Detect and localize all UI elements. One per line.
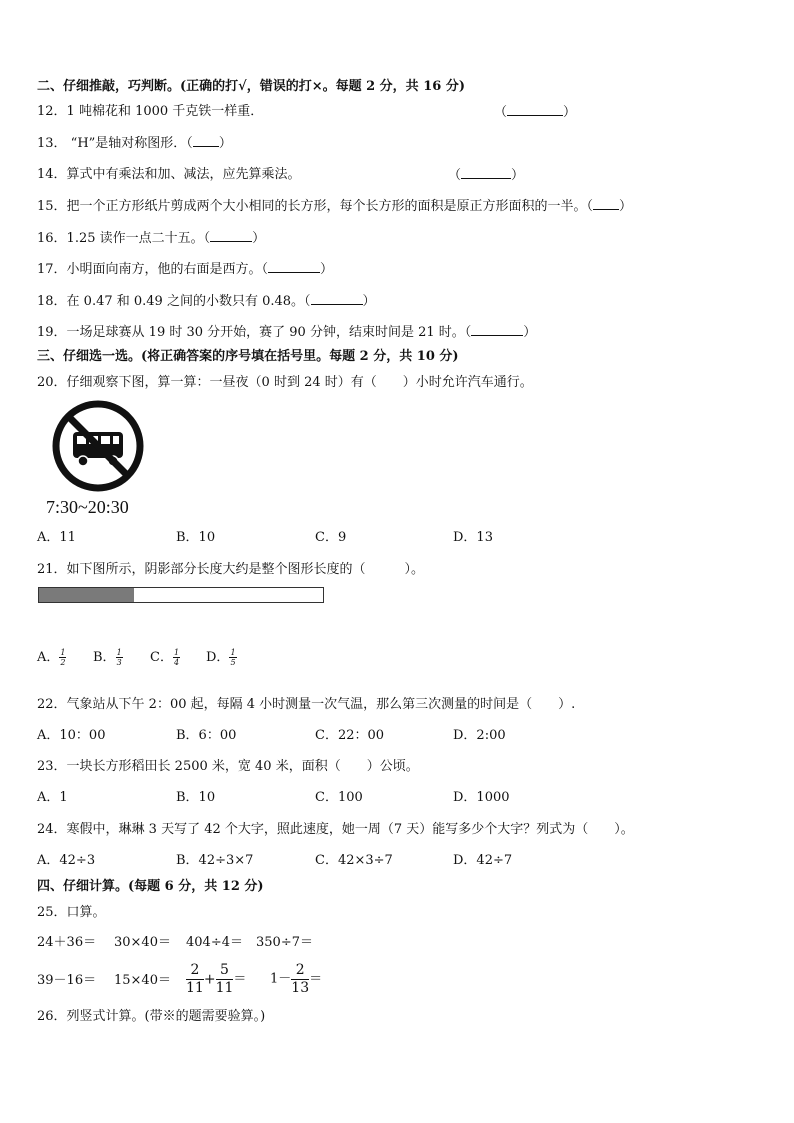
option-b[interactable]: B． $\frac{1}{3}$ [93,648,122,667]
option-a[interactable]: A．1 [37,790,68,805]
section-3-title: 三、仔细选一选。(将正确答案的序号填在括号里。每题 2 分，共 10 分) [37,349,459,364]
oral-calc-item: 24＋36＝ [37,935,97,950]
section-4-title: 四、仔细计算。(每题 6 分，共 12 分) [37,879,264,894]
option-b[interactable]: B．10 [176,530,216,545]
option-b[interactable]: B．10 [176,790,216,805]
question-13-text: 13． “H”是轴对称图形．（ [37,136,193,151]
question-14 [37,166,301,184]
question-24-text: 24．寒假中，琳琳 3 天写了 42 个大字，照此速度，她一周（7 天）能写多少个大字？列式为（ ）。 [37,822,634,837]
option-c[interactable]: C． $\frac{1}{4}$ [150,648,180,667]
question-18: 18．在 0.47 和 0.49 之间的小数只有 0.48。（ ） [37,294,376,309]
answer-blank[interactable] [268,260,320,273]
no-bus-sign-icon [50,398,146,494]
question-15-text: 15．把一个正方形纸片剪成两个大小相同的长方形，每个长方形的面积是原正方形面积的一半。（ [37,199,594,214]
oral-calc-item: 39－16＝ [37,973,97,988]
option-b[interactable]: B．42÷3×7 [176,853,254,868]
option-a[interactable]: A．11 [37,530,76,545]
question-18-text: 18．在 0.47 和 0.49 之间的小数只有 0.48。（ [37,294,311,309]
answer-blank[interactable] [461,166,511,179]
question-15: 15．把一个正方形纸片剪成两个大小相同的长方形，每个长方形的面积是原正方形面积的一半。（ ） [37,199,633,214]
option-c[interactable]: C．9 [315,530,347,545]
question-12-text: 12．1 吨棉花和 1000 千克铁一样重． [37,104,264,119]
option-c[interactable]: C．22：00 [315,728,385,743]
answer-blank[interactable] [507,103,563,116]
question-21-text: 21．如下图所示，阴影部分长度大约是整个图形长度的（ ）。 [37,562,425,577]
option-a[interactable]: A．10：00 [37,728,106,743]
answer-blank[interactable] [210,229,252,242]
question-17-text: 17．小明面向南方，他的右面是西方。（ [37,262,269,277]
fraction-sum-item: $\frac{2}{11}$ + $\frac{5}{11}$ ＝ [186,962,247,996]
question-13: 13． “H”是轴对称图形．（ ） [37,136,232,151]
question-12 [37,103,263,121]
section-2-title: 二、仔细推敲，巧判断。(正确的打√，错误的打×。每题 2 分，共 16 分) [37,79,465,94]
answer-blank[interactable] [471,323,523,336]
option-d[interactable]: D．42÷7 [453,853,513,868]
question-26-text: 26．列竖式计算。(带※的题需要验算。) [37,1009,266,1024]
question-14-answer[interactable]: （ ） [448,168,525,183]
option-d[interactable]: D．2:00 [453,728,506,743]
option-d[interactable]: D．1000 [453,790,510,805]
answer-blank[interactable] [311,292,363,305]
question-16-text: 16．1.25 读作一点二十五。（ [37,231,211,246]
option-b[interactable]: B．6：00 [176,728,237,743]
option-d[interactable]: D．13 [453,530,493,545]
question-19: 19．一场足球赛从 19 时 30 分开始，赛了 90 分钟，结束时间是 21 时。（ ） [37,325,537,340]
option-c[interactable]: C．42×3÷7 [315,853,393,868]
length-bar [38,587,324,603]
question-20-text: 20．仔细观察下图，算一算：一昼夜（0 时到 24 时）有（ ）小时允许汽车通行。 [37,375,533,390]
sign-time-label: 7:30~20:30 [46,497,129,517]
option-d[interactable]: D． $\frac{1}{5}$ [206,648,236,667]
question-14-text: 14．算式中有乘法和加、减法，应先算乘法。 [37,167,301,182]
option-a[interactable]: A．42÷3 [37,853,96,868]
answer-blank[interactable] [593,197,619,210]
question-22-text: 22．气象站从下午 2：00 起，每隔 4 小时测量一次气温，那么第三次测量的时间是（ ）. [37,697,576,712]
answer-blank[interactable] [193,134,219,147]
question-17: 17．小明面向南方，他的右面是西方。（ ） [37,262,334,277]
option-c[interactable]: C．100 [315,790,363,805]
option-a[interactable]: A． $\frac{1}{2}$ [37,648,66,667]
oral-calc-item: 350÷7＝ [256,935,313,950]
question-23-text: 23．一块长方形稻田长 2500 米，宽 40 米，面积（ ）公顷。 [37,759,419,774]
fraction-diff-item: 1－ $\frac{2}{13}$ ＝ [270,962,323,996]
oral-calc-item: 30×40＝ [114,935,171,950]
question-16: 16．1.25 读作一点二十五。（ ） [37,231,266,246]
oral-calc-item: 404÷4＝ [186,935,243,950]
question-19-text: 19．一场足球赛从 19 时 30 分开始，赛了 90 分钟，结束时间是 21 时。（ [37,325,472,340]
oral-calc-item: 15×40＝ [114,973,171,988]
question-25-text: 25．口算。 [37,905,106,920]
shaded-part [39,588,134,602]
question-12-answer[interactable]: （ ） [494,105,577,120]
